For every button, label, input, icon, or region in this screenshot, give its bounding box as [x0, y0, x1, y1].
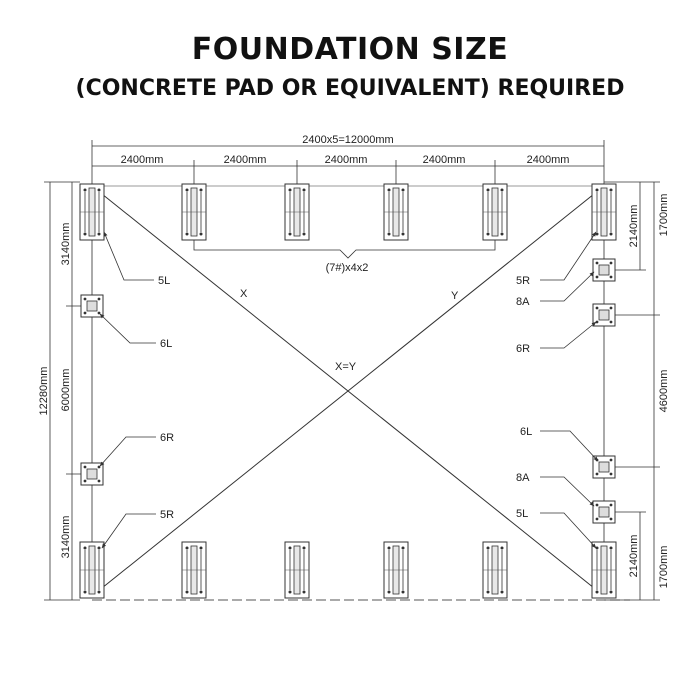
leader-6r-left: [100, 437, 156, 466]
leader-8a-lower: [540, 477, 594, 506]
page-subtitle: (CONCRETE PAD OR EQUIVALENT) REQUIRED: [75, 76, 625, 101]
bay-1-label: 2400mm: [120, 154, 164, 166]
leader-5l-left: [104, 232, 154, 280]
leader-5r-left: [102, 514, 156, 548]
group-count-label: (7#)x4x2: [325, 262, 369, 274]
bottom-pad-3: [384, 542, 408, 598]
frame-outline: [92, 186, 630, 600]
right-pad-upper: [593, 304, 615, 326]
leader-8a-upper: [540, 272, 594, 301]
leader-6l-left: [100, 314, 156, 343]
bottom-pad-2: [285, 542, 309, 598]
right-pad-8a-lower: [593, 501, 615, 523]
diagonal-equality-label: X=Y: [335, 361, 357, 373]
callout-6l-left: 6L: [160, 338, 173, 350]
corner-pad-top-left: [80, 184, 104, 240]
callout-8a-lower: 8A: [516, 472, 530, 484]
bottom-pad-4: [483, 542, 507, 598]
callout-8a-upper: 8A: [516, 296, 530, 308]
bay-2-label: 2400mm: [223, 154, 267, 166]
left-mid-pad-lower: [81, 463, 103, 485]
top-pad-4: [483, 184, 507, 240]
bottom-inner-label: 2140mm: [628, 534, 640, 578]
group-bracket: [194, 240, 495, 258]
leader-6r-right: [540, 322, 596, 348]
bay-3-label: 2400mm: [324, 154, 368, 166]
bottom-pad-1: [182, 542, 206, 598]
top-pad-1: [182, 184, 206, 240]
right-pad-8a-upper: [593, 259, 615, 281]
top-pad-3: [384, 184, 408, 240]
bottom-outer-label: 1700mm: [658, 545, 670, 589]
overall-height-label: 12280mm: [38, 366, 50, 416]
bay-4-label: 2400mm: [422, 154, 466, 166]
bottom-segment-label: 3140mm: [60, 515, 72, 559]
top-segment-label: 3140mm: [60, 222, 72, 266]
leader-5r-right: [540, 232, 596, 280]
callout-5r-left: 5R: [160, 509, 175, 521]
callout-6r-right: 6R: [516, 343, 531, 355]
callout-5l-left: 5L: [158, 275, 171, 287]
callout-6r-left: 6R: [160, 432, 175, 444]
top-inner-label: 2140mm: [628, 204, 640, 248]
top-pad-2: [285, 184, 309, 240]
bay-5-label: 2400mm: [526, 154, 570, 166]
callout-5l-right: 5L: [516, 508, 529, 520]
middle-segment-label: 6000mm: [60, 368, 72, 412]
leader-6l-right: [540, 431, 598, 461]
left-mid-pad-upper: [81, 295, 103, 317]
corner-pad-top-right: [592, 184, 616, 240]
leader-5l-right: [540, 513, 596, 548]
callout-6l-right: 6L: [520, 426, 533, 438]
corner-pad-bottom-right: [592, 542, 616, 598]
top-outer-label: 1700mm: [658, 193, 670, 237]
total-width-label: 2400x5=12000mm: [302, 134, 394, 146]
corner-pad-bottom-left: [80, 542, 104, 598]
diagonal-y-label: Y: [451, 290, 459, 302]
page-title: FOUNDATION SIZE: [191, 32, 509, 67]
diagonal-x-label: X: [240, 288, 248, 300]
middle-right-label: 4600mm: [658, 369, 670, 413]
callout-5r-right: 5R: [516, 275, 531, 287]
